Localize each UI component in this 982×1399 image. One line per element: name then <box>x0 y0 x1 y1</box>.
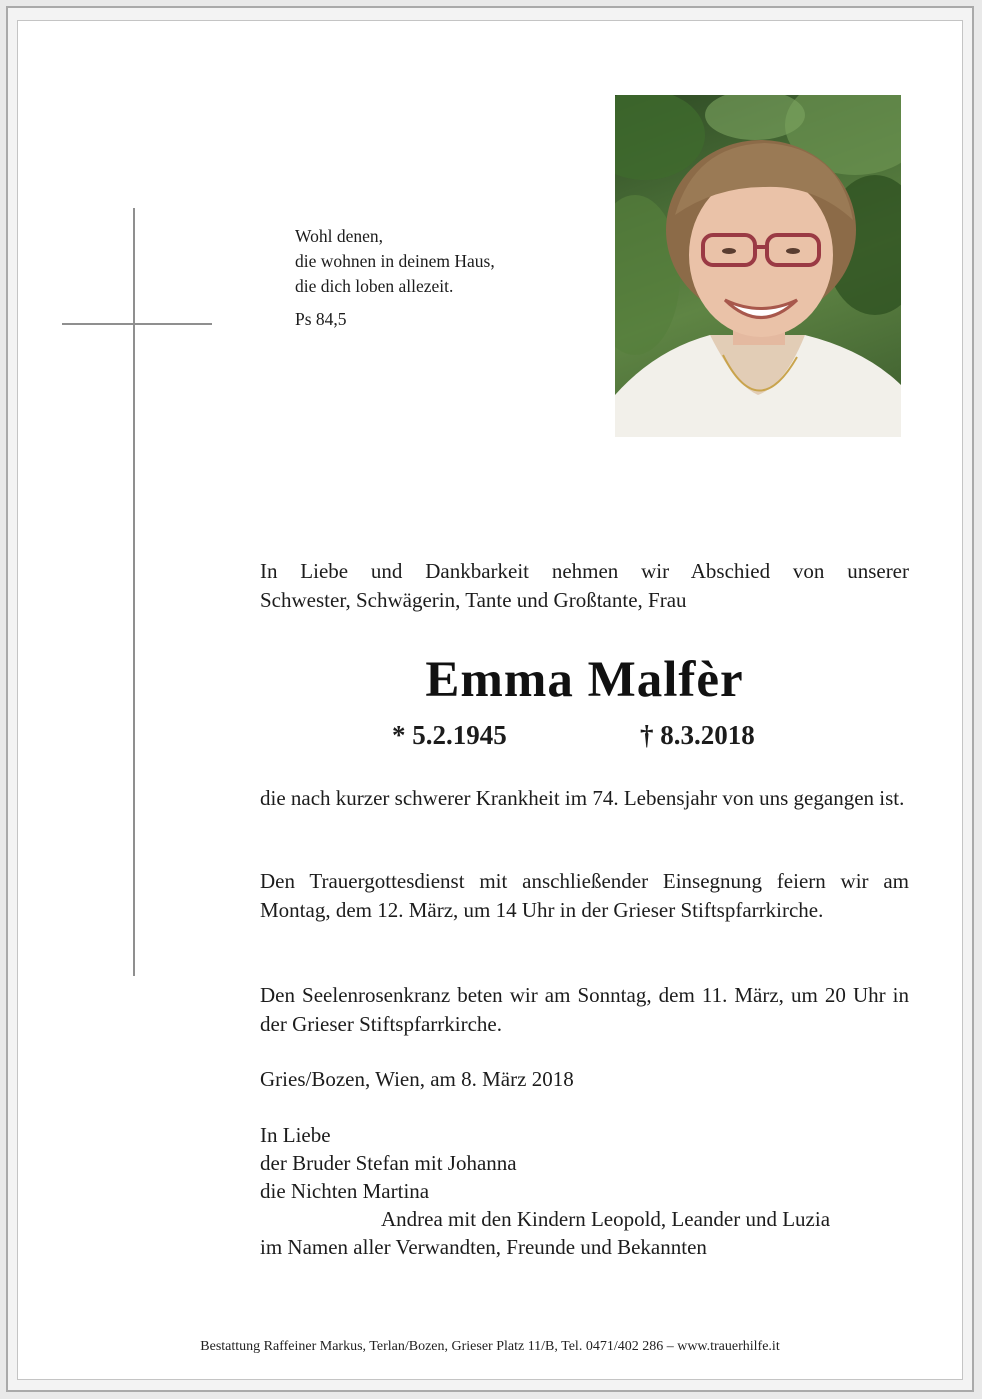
cross-horizontal-line <box>62 323 212 325</box>
signer-line: im Namen aller Verwandten, Freunde und Bekannten <box>260 1235 707 1259</box>
signer-line: die Nichten Martina <box>260 1179 430 1203</box>
signer-line: der Bruder Stefan mit Johanna <box>260 1151 517 1175</box>
paragraph-rosary: Den Seelenrosenkranz beten wir am Sonntag, dem 11. März, um 20 Uhr in der Grieser Stiftspfarrkirche. <box>260 983 909 1036</box>
portrait-illustration <box>615 95 901 437</box>
intro-text <box>260 557 909 615</box>
signer-line: Andrea mit den Kindern Leopold, Leander und Luzia <box>381 1207 831 1231</box>
intro-line-1: In Liebe und Dankbarkeit nehmen wir Abschied von unserer <box>260 559 909 583</box>
deceased-name: Emma Malfèr <box>425 652 744 708</box>
psalm-quote <box>295 224 495 332</box>
psalm-line: die dich loben allezeit. <box>295 276 454 296</box>
birth-date: * 5.2.1945 <box>392 720 507 750</box>
signers-block <box>260 1121 940 1261</box>
psalm-reference: Ps 84,5 <box>295 309 347 329</box>
psalm-line: Wohl denen, <box>295 226 384 246</box>
paragraph-passing: die nach kurzer schwerer Krankheit im 74. Lebensjahr von uns gegangen ist. <box>260 786 905 810</box>
paragraph-funeral-service: Den Trauergottesdienst mit anschließender Einsegnung feiern wir am Montag, dem 12. März, um 14 Uhr in der Grieser Stiftspfarrkirche. <box>260 869 909 922</box>
signers-opening: In Liebe <box>260 1123 331 1147</box>
funeral-home-footer: Bestattung Raffeiner Markus, Terlan/Bozen, Grieser Platz 11/B, Tel. 0471/402 286 – www.trauerhilfe.it <box>200 1339 780 1354</box>
place-and-date: Gries/Bozen, Wien, am 8. März 2018 <box>260 1067 574 1091</box>
intro-line-2: Schwester, Schwägerin, Tante und Großtante, Frau <box>260 588 687 612</box>
psalm-line: die wohnen in deinem Haus, <box>295 251 495 271</box>
death-date: † 8.3.2018 <box>640 720 755 750</box>
portrait-photo <box>615 95 901 437</box>
